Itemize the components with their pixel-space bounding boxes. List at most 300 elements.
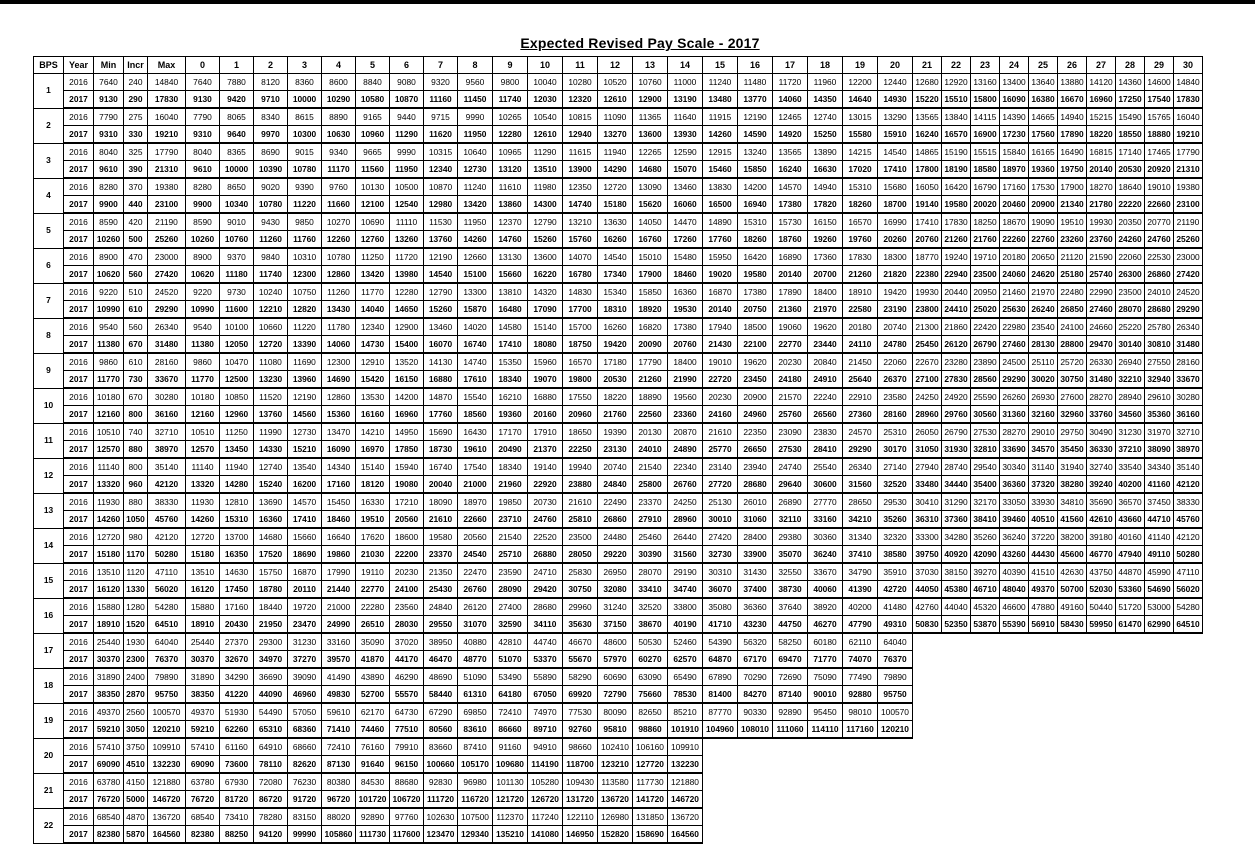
empty-cell: [1087, 791, 1116, 809]
stage-cell: 11240: [703, 74, 738, 91]
stage-cell: 14690: [322, 371, 356, 389]
stage-cell: 29640: [773, 476, 808, 494]
stage-cell: 10760: [220, 231, 254, 249]
year-cell: 2016: [64, 248, 94, 266]
stage-cell: 49310: [878, 616, 913, 634]
empty-cell: [1145, 773, 1174, 791]
stage-cell: 20350: [1116, 213, 1145, 231]
stage-cell: 28560: [971, 371, 1000, 389]
stage-cell: 22660: [458, 511, 493, 529]
page-title: Expected Revised Pay Scale - 2017: [520, 35, 760, 51]
stage-cell: 12300: [322, 353, 356, 371]
year-cell: 2017: [64, 511, 94, 529]
empty-cell: [1000, 826, 1029, 844]
stage-cell: 9990: [458, 108, 493, 126]
empty-cell: [1087, 721, 1116, 739]
increment-cell: 5870: [124, 826, 148, 844]
stage-cell: 34280: [942, 528, 971, 546]
stage-cell: 44090: [254, 686, 288, 704]
stage-cell: 41140: [1145, 528, 1174, 546]
empty-cell: [1116, 703, 1145, 721]
stage-cell: 13600: [528, 248, 563, 266]
stage-cell: 49110: [1145, 546, 1174, 564]
increment-cell: 800: [124, 458, 148, 476]
min-cell: 7790: [94, 108, 124, 126]
stage-cell: 12920: [942, 74, 971, 91]
stage-cell: 11660: [322, 196, 356, 214]
stage-cell: 96720: [322, 791, 356, 809]
table-row: [34, 161, 1203, 179]
stage-cell: 17450: [220, 581, 254, 599]
stage-cell: 17830: [942, 213, 971, 231]
stage-cell: 31560: [843, 476, 878, 494]
stage-cell: 10270: [322, 213, 356, 231]
stage-cell: 26120: [458, 598, 493, 616]
stage-cell: 10850: [220, 388, 254, 406]
column-header: 17: [773, 57, 808, 74]
stage-cell: 13890: [808, 143, 843, 161]
stage-cell: 12760: [356, 231, 390, 249]
stage-cell: 27140: [878, 458, 913, 476]
min-cell: 63780: [94, 773, 124, 791]
column-header: 1: [220, 57, 254, 74]
stage-cell: 39270: [971, 563, 1000, 581]
increment-cell: 980: [124, 528, 148, 546]
stage-cell: 127720: [633, 756, 668, 774]
year-cell: 2016: [64, 668, 94, 686]
stage-cell: 11090: [598, 108, 633, 126]
stage-cell: 10300: [288, 126, 322, 144]
stage-cell: 11990: [254, 423, 288, 441]
empty-cell: [971, 773, 1000, 791]
empty-cell: [808, 738, 843, 756]
stage-cell: 25130: [703, 493, 738, 511]
stage-cell: 16420: [738, 248, 773, 266]
stage-cell: 20560: [390, 511, 424, 529]
stage-cell: 44050: [913, 581, 942, 599]
stage-cell: 27460: [1000, 336, 1029, 354]
stage-cell: 27770: [808, 493, 843, 511]
stage-cell: 51090: [458, 668, 493, 686]
stage-cell: 17910: [528, 423, 563, 441]
stage-cell: 55890: [528, 668, 563, 686]
stage-cell: 8360: [288, 74, 322, 91]
stage-cell: 45760: [1174, 511, 1203, 529]
stage-cell: 73410: [220, 808, 254, 826]
increment-cell: 370: [124, 178, 148, 196]
stage-cell: 16900: [971, 126, 1000, 144]
stage-cell: 15910: [878, 126, 913, 144]
column-header: 3: [288, 57, 322, 74]
stage-cell: 96980: [458, 773, 493, 791]
column-header: 15: [703, 57, 738, 74]
stage-cell: 11290: [528, 143, 563, 161]
stage-cell: 22100: [738, 336, 773, 354]
stage-cell: 17210: [390, 493, 424, 511]
stage-cell: 75660: [633, 686, 668, 704]
stage-cell: 20140: [1087, 161, 1116, 179]
stage-cell: 13240: [738, 143, 773, 161]
stage-cell: 17940: [703, 318, 738, 336]
stage-cell: 34340: [1145, 458, 1174, 476]
min-cell: 8280: [94, 178, 124, 196]
empty-cell: [1058, 651, 1087, 669]
stage-cell: 18460: [668, 266, 703, 284]
stage-cell: 21190: [1174, 213, 1203, 231]
stage-cell: 37030: [913, 563, 942, 581]
stage-cell: 47790: [843, 616, 878, 634]
stage-cell: 13510: [186, 563, 220, 581]
stage-cell: 18310: [598, 301, 633, 319]
stage-cell: 26760: [668, 476, 703, 494]
stage-cell: 12900: [633, 91, 668, 109]
stage-cell: 17090: [528, 301, 563, 319]
empty-cell: [1145, 686, 1174, 704]
stage-cell: 10290: [322, 91, 356, 109]
stage-cell: 8600: [322, 74, 356, 91]
stage-cell: 32670: [220, 651, 254, 669]
stage-cell: 95810: [598, 721, 633, 739]
stage-cell: 50830: [913, 616, 942, 634]
bps-grade-cell: 7: [34, 283, 64, 318]
stage-cell: 20770: [1145, 213, 1174, 231]
min-cell: 14260: [94, 511, 124, 529]
stage-cell: 42720: [878, 581, 913, 599]
stage-cell: 27720: [703, 476, 738, 494]
min-cell: 9860: [94, 353, 124, 371]
table-row: [34, 458, 1203, 476]
stage-cell: 42810: [493, 633, 528, 651]
stage-cell: 24410: [942, 301, 971, 319]
stage-cell: 11740: [254, 266, 288, 284]
stage-cell: 24570: [843, 423, 878, 441]
stage-cell: 13960: [288, 371, 322, 389]
stage-cell: 13810: [493, 283, 528, 301]
stage-cell: 102410: [598, 738, 633, 756]
stage-cell: 10240: [254, 283, 288, 301]
column-header: 5: [356, 57, 390, 74]
stage-cell: 13430: [322, 301, 356, 319]
stage-cell: 67290: [424, 703, 458, 721]
stage-cell: 14215: [843, 143, 878, 161]
empty-cell: [913, 808, 942, 826]
stage-cell: 10470: [220, 353, 254, 371]
stage-cell: 8840: [356, 74, 390, 91]
stage-cell: 71410: [322, 721, 356, 739]
stage-cell: 88250: [220, 826, 254, 844]
empty-cell: [738, 791, 773, 809]
increment-cell: 1280: [124, 598, 148, 616]
stage-cell: 24180: [773, 371, 808, 389]
stage-cell: 25630: [1000, 301, 1029, 319]
stage-cell: 15870: [458, 301, 493, 319]
stage-cell: 12500: [220, 371, 254, 389]
stage-cell: 28680: [1145, 301, 1174, 319]
stage-cell: 28800: [1058, 336, 1087, 354]
stage-cell: 25590: [971, 388, 1000, 406]
stage-cell: 14020: [458, 318, 493, 336]
stage-cell: 10760: [633, 74, 668, 91]
stage-cell: 15340: [598, 283, 633, 301]
stage-cell: 17530: [1029, 178, 1058, 196]
stage-cell: 12790: [528, 213, 563, 231]
max-cell: 32710: [148, 423, 186, 441]
stage-cell: 10640: [458, 143, 493, 161]
stage-cell: 73600: [220, 756, 254, 774]
stage-cell: 13320: [186, 476, 220, 494]
stage-cell: 46470: [424, 651, 458, 669]
stage-cell: 26340: [1174, 318, 1203, 336]
stage-cell: 13460: [668, 178, 703, 196]
stage-cell: 28960: [913, 406, 942, 424]
year-cell: 2017: [64, 581, 94, 599]
stage-cell: 9440: [390, 108, 424, 126]
stage-cell: 22660: [1145, 196, 1174, 214]
empty-cell: [703, 826, 738, 844]
stage-cell: 34570: [1029, 441, 1058, 459]
empty-cell: [1029, 773, 1058, 791]
stage-cell: 12210: [254, 301, 288, 319]
stage-cell: 34970: [254, 651, 288, 669]
stage-cell: 22940: [942, 266, 971, 284]
empty-cell: [1174, 633, 1203, 651]
stage-cell: 72410: [493, 703, 528, 721]
stage-cell: 11610: [493, 178, 528, 196]
stage-cell: 13760: [424, 231, 458, 249]
stage-cell: 46670: [563, 633, 598, 651]
column-header: 6: [390, 57, 424, 74]
stage-cell: 20530: [598, 371, 633, 389]
empty-cell: [1116, 808, 1145, 826]
stage-cell: 17410: [878, 161, 913, 179]
stage-cell: 16260: [598, 318, 633, 336]
stage-cell: 61310: [458, 686, 493, 704]
stage-cell: 114190: [528, 756, 563, 774]
stage-cell: 25720: [1058, 353, 1087, 371]
empty-cell: [1000, 791, 1029, 809]
bps-grade-cell: 20: [34, 738, 64, 773]
stage-cell: 83150: [288, 808, 322, 826]
stage-cell: 20090: [633, 336, 668, 354]
stage-cell: 9860: [186, 353, 220, 371]
stage-cell: 136720: [668, 808, 703, 826]
stage-cell: 30600: [808, 476, 843, 494]
stage-cell: 14040: [356, 301, 390, 319]
stage-cell: 25430: [424, 581, 458, 599]
stage-cell: 21430: [703, 336, 738, 354]
stage-cell: 14540: [424, 266, 458, 284]
stage-cell: 35400: [971, 476, 1000, 494]
stage-cell: 8120: [254, 74, 288, 91]
stage-cell: 27420: [1174, 266, 1203, 284]
stage-cell: 19140: [528, 458, 563, 476]
stage-cell: 41710: [703, 616, 738, 634]
increment-cell: 560: [124, 266, 148, 284]
stage-cell: 17790: [1174, 143, 1203, 161]
stage-cell: 34290: [220, 668, 254, 686]
stage-cell: 18400: [668, 353, 703, 371]
max-cell: 24520: [148, 283, 186, 301]
stage-cell: 9710: [254, 91, 288, 109]
stage-cell: 10000: [288, 91, 322, 109]
stage-cell: 11915: [703, 108, 738, 126]
stage-cell: 40880: [458, 633, 493, 651]
stage-cell: 13190: [668, 91, 703, 109]
stage-cell: 17550: [563, 388, 598, 406]
stage-cell: 31930: [942, 441, 971, 459]
increment-cell: 960: [124, 476, 148, 494]
stage-cell: 25260: [1174, 231, 1203, 249]
table-row: [34, 808, 1203, 826]
stage-cell: 116720: [458, 791, 493, 809]
stage-cell: 23100: [1174, 196, 1203, 214]
stage-cell: 10390: [254, 161, 288, 179]
empty-cell: [1087, 668, 1116, 686]
max-cell: 121880: [148, 773, 186, 791]
stage-cell: 16430: [458, 423, 493, 441]
stage-cell: 31480: [1174, 336, 1203, 354]
table-row: [34, 196, 1203, 214]
stage-cell: 13600: [633, 126, 668, 144]
empty-cell: [773, 808, 808, 826]
empty-cell: [843, 756, 878, 774]
stage-cell: 8065: [220, 108, 254, 126]
stage-cell: 61470: [1116, 616, 1145, 634]
stage-cell: 20840: [808, 353, 843, 371]
stage-cell: 12260: [322, 231, 356, 249]
stage-cell: 11770: [356, 283, 390, 301]
stage-cell: 59210: [186, 721, 220, 739]
stage-cell: 39460: [1000, 511, 1029, 529]
stage-cell: 59950: [1087, 616, 1116, 634]
empty-cell: [942, 686, 971, 704]
stage-cell: 21450: [843, 353, 878, 371]
stage-cell: 18640: [1116, 178, 1145, 196]
stage-cell: 19420: [598, 336, 633, 354]
stage-cell: 46600: [1000, 598, 1029, 616]
stage-cell: 27460: [1087, 301, 1116, 319]
stage-cell: 35070: [773, 546, 808, 564]
year-cell: 2016: [64, 563, 94, 581]
stage-cell: 23880: [563, 476, 598, 494]
stage-cell: 19530: [668, 301, 703, 319]
stage-cell: 9560: [458, 74, 493, 91]
year-cell: 2016: [64, 773, 94, 791]
stage-cell: 13300: [458, 283, 493, 301]
stage-cell: 10990: [186, 301, 220, 319]
stage-cell: 26860: [1145, 266, 1174, 284]
year-cell: 2017: [64, 826, 94, 844]
stage-cell: 21950: [254, 616, 288, 634]
max-cell: 56020: [148, 581, 186, 599]
stage-cell: 45990: [1145, 563, 1174, 581]
stage-cell: 17900: [1058, 178, 1087, 196]
column-header: 29: [1145, 57, 1174, 74]
stage-cell: 23450: [738, 371, 773, 389]
empty-cell: [942, 721, 971, 739]
stage-cell: 141720: [633, 791, 668, 809]
stage-cell: 11950: [390, 161, 424, 179]
stage-cell: 9990: [390, 143, 424, 161]
stage-cell: 22260: [1000, 231, 1029, 249]
stage-cell: 132230: [668, 756, 703, 774]
stage-cell: 29380: [773, 528, 808, 546]
stage-cell: 92890: [773, 703, 808, 721]
stage-cell: 49370: [1029, 581, 1058, 599]
stage-cell: 16210: [493, 388, 528, 406]
stage-cell: 14360: [1116, 74, 1145, 91]
stage-cell: 31560: [668, 546, 703, 564]
stage-cell: 24520: [1174, 283, 1203, 301]
increment-cell: 3050: [124, 721, 148, 739]
stage-cell: 105280: [528, 773, 563, 791]
table-row: [34, 563, 1203, 581]
empty-cell: [1174, 791, 1203, 809]
stage-cell: 12440: [878, 74, 913, 91]
stage-cell: 28130: [1029, 336, 1058, 354]
stage-cell: 11620: [424, 126, 458, 144]
stage-cell: 118700: [563, 756, 598, 774]
empty-cell: [703, 791, 738, 809]
stage-cell: 46960: [288, 686, 322, 704]
stage-cell: 15680: [878, 178, 913, 196]
stage-cell: 16260: [598, 231, 633, 249]
stage-cell: 92830: [424, 773, 458, 791]
empty-cell: [1087, 651, 1116, 669]
stage-cell: 14390: [1000, 108, 1029, 126]
empty-cell: [843, 826, 878, 844]
stage-cell: 21300: [913, 318, 942, 336]
min-cell: 10260: [94, 231, 124, 249]
stage-cell: 83660: [424, 738, 458, 756]
stage-cell: 50280: [1174, 546, 1203, 564]
stage-cell: 16040: [1174, 108, 1203, 126]
stage-cell: 84530: [356, 773, 390, 791]
stage-cell: 32960: [1058, 406, 1087, 424]
stage-cell: 76720: [186, 791, 220, 809]
stage-cell: 16870: [288, 563, 322, 581]
empty-cell: [913, 826, 942, 844]
stage-cell: 24060: [1000, 266, 1029, 284]
table-row: [34, 756, 1203, 774]
increment-cell: 730: [124, 371, 148, 389]
year-cell: 2016: [64, 458, 94, 476]
stage-cell: 33300: [913, 528, 942, 546]
min-cell: 7640: [94, 74, 124, 91]
empty-cell: [1058, 668, 1087, 686]
stage-cell: 117600: [390, 826, 424, 844]
stage-cell: 17160: [1000, 178, 1029, 196]
stage-cell: 15510: [942, 91, 971, 109]
stage-cell: 24250: [668, 493, 703, 511]
max-cell: 27420: [148, 266, 186, 284]
stage-cell: 16740: [458, 336, 493, 354]
max-cell: 23100: [148, 196, 186, 214]
stage-cell: 11220: [288, 318, 322, 336]
bps-grade-cell: 9: [34, 353, 64, 388]
increment-cell: 670: [124, 336, 148, 354]
stage-cell: 28650: [843, 493, 878, 511]
stage-cell: 23540: [1029, 318, 1058, 336]
stage-cell: 17340: [598, 266, 633, 284]
empty-cell: [1174, 826, 1203, 844]
stage-cell: 37320: [1029, 476, 1058, 494]
stage-cell: 16500: [703, 196, 738, 214]
min-cell: 16120: [94, 581, 124, 599]
stage-cell: 10510: [186, 423, 220, 441]
stage-cell: 22990: [1087, 283, 1116, 301]
stage-cell: 12280: [493, 126, 528, 144]
